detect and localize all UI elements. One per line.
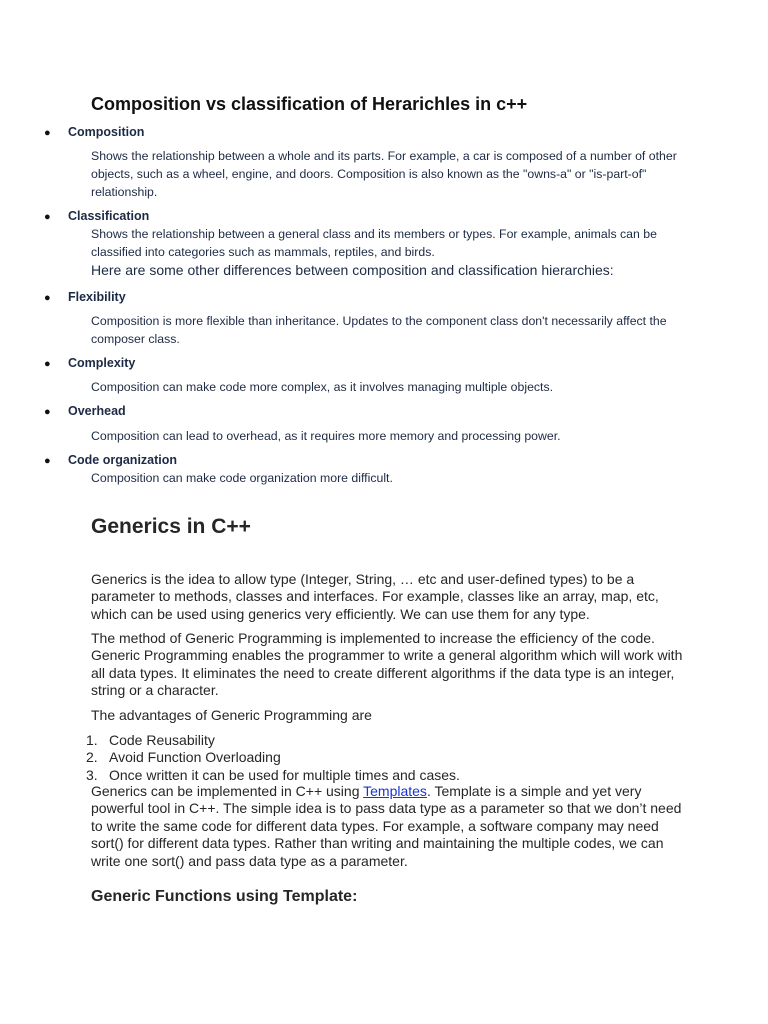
desc-code-organization: Composition can make code organization more difficult.	[91, 471, 393, 485]
desc-classification: Shows the relationship between a general class and its members or types. For example, animals can be classified into categories such as mammals, reptiles, and birds.	[91, 227, 657, 259]
term-overhead: Overhead	[68, 404, 126, 418]
paragraph-templates: Generics can be implemented in C++ using Templates. Template is a simple and yet very powerful tool in C++. The simple idea is to pass data type as a parameter so that we don’t need to write the same code for different data types. For example, a software company may need sort() for different data types. Rather than writing and maintaining the multiple codes, we can write one sort() and pass data type as a parameter.	[91, 783, 682, 869]
templates-link[interactable]: Templates	[363, 783, 427, 799]
bullet-icon: ●	[44, 358, 51, 370]
desc-composition: Shows the relationship between a whole and its parts. For example, a car is composed of a number of other objects, such as a wheel, engine, and doors. Composition is also known as the "owns-a" or "is-part-of" relationship.	[91, 149, 677, 199]
list-item: 2. Avoid Function Overloading	[86, 749, 281, 766]
term-flexibility: Flexibility	[68, 290, 126, 304]
term-composition: Composition	[68, 125, 145, 139]
list-item: 1. Code Reusability	[86, 732, 215, 748]
desc-flexibility: Composition is more flexible than inheritance. Updates to the component class don't necessarily affect the composer class.	[91, 314, 667, 346]
subheading-generic-functions: Generic Functions using Template:	[91, 888, 358, 905]
paragraph-advantages-intro: The advantages of Generic Programming are	[91, 707, 372, 723]
term-classification: Classification	[68, 209, 150, 223]
desc-overhead: Composition can lead to overhead, as it requires more memory and processing power.	[91, 429, 561, 443]
differences-intro: Here are some other differences between composition and classification hierarchies:	[91, 262, 614, 278]
list-item: 3. Once written it can be used for multiple times and cases.	[86, 766, 460, 783]
section-heading-generics: Generics in C++	[91, 515, 251, 538]
bullet-icon: ●	[44, 211, 51, 223]
page-title: Composition vs classification of Herarichles in c++	[91, 94, 528, 114]
bullet-icon: ●	[44, 406, 51, 418]
paragraph-generics-intro: Generics is the idea to allow type (Integer, String, … etc and user-defined types) to be a parameter to methods, classes and interfaces. For example, classes like an array, map, etc, which can be used using generics very efficiently. We can use them for any type.	[91, 571, 659, 622]
term-complexity: Complexity	[68, 356, 136, 370]
desc-complexity: Composition can make code more complex, as it involves managing multiple objects.	[91, 380, 554, 394]
paragraph-generic-programming: The method of Generic Programming is implemented to increase the efficiency of the code. Generic Programming enables the programmer to write a general algorithm which will work with all data types. It eliminates the need to create different algorithms if the data type is an integer, string or a character.	[91, 630, 683, 699]
bullet-icon: ●	[44, 292, 51, 304]
bullet-icon: ●	[44, 127, 51, 139]
term-code-organization: Code organization	[68, 453, 178, 467]
bullet-icon: ●	[44, 455, 51, 467]
advantages-list	[86, 732, 460, 784]
